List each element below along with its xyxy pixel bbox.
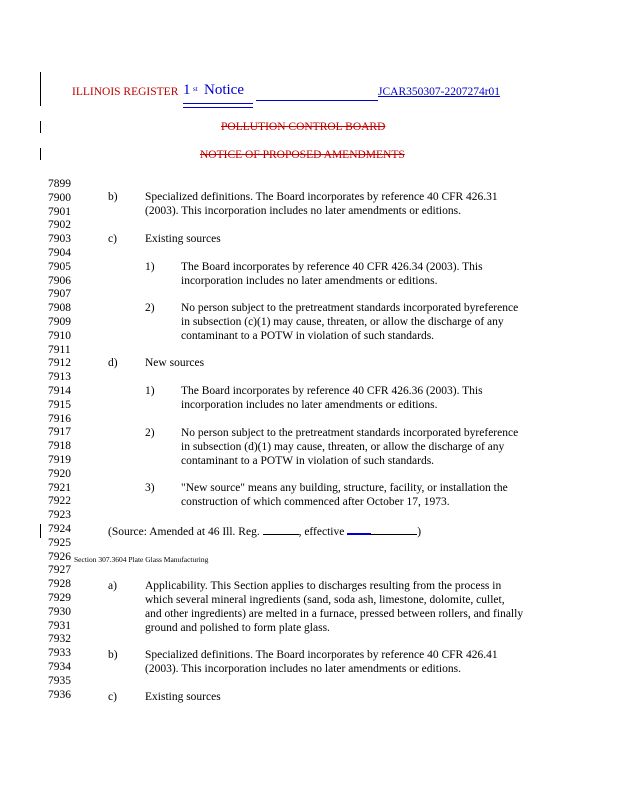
register-blank: [263, 525, 299, 535]
line-number: 7933: [48, 647, 71, 660]
line-number: 7923: [48, 509, 71, 522]
source-effective: , effective: [298, 526, 348, 538]
header-rule: [256, 100, 378, 101]
line-number: 7900: [48, 191, 71, 204]
subsection-label: 2): [145, 302, 155, 314]
change-bar: [40, 524, 41, 538]
body-text: incorporation includes no later amendments or editions.: [181, 399, 438, 411]
body-text: No person subject to the pretreatment standards incorporated byreference: [181, 427, 519, 439]
body-text: New sources: [145, 357, 205, 369]
body-text: in subsection (d)(1) may cause, threaten, or allow the discharge of any: [181, 441, 505, 453]
header-rule: [183, 107, 253, 108]
document-code: JCAR350307-2207274r01: [378, 86, 501, 98]
board-title: POLLUTION CONTROL BOARD: [221, 121, 386, 133]
body-text: in subsection (c)(1) may cause, threaten, or allow the discharge of any: [181, 316, 504, 328]
issue-number: 1: [183, 82, 191, 98]
subsection-label: 2): [145, 427, 155, 439]
line-number: 7913: [48, 371, 71, 384]
body-text: (2003). This incorporation includes no later amendments or editions.: [145, 205, 461, 217]
subsection-label: 3): [145, 482, 155, 494]
subsection-label: c): [108, 233, 117, 245]
subsection-label: 1): [145, 261, 155, 273]
line-number: 7909: [48, 316, 71, 328]
source-prefix: (Source: Amended at 46 Ill. Reg.: [108, 526, 263, 538]
body-text: No person subject to the pretreatment standards incorporated byreference: [181, 302, 519, 314]
line-number: 7907: [48, 288, 71, 301]
body-text: and other ingredients) are melted in a furnace, pressed between rollers, and finally: [145, 608, 524, 620]
line-number: 7929: [48, 592, 71, 604]
subsection-label: b): [108, 191, 118, 203]
body-text: (2003). This incorporation includes no later amendments or editions.: [145, 663, 461, 675]
body-text: The Board incorporates by reference 40 CFR 426.36 (2003). This: [181, 385, 483, 397]
subsection-label: a): [108, 580, 117, 592]
issue-superscript: st: [193, 85, 198, 93]
body-text: Specialized definitions. The Board incorporates by reference 40 CFR 426.41: [145, 649, 498, 661]
line-number: 7919: [48, 454, 71, 466]
line-number: 7934: [48, 661, 71, 673]
line-number: 7912: [48, 357, 71, 370]
body-text: ground and polished to form plate glass.: [145, 622, 330, 634]
body-text: Existing sources: [145, 691, 221, 703]
line-number: 7904: [48, 247, 71, 259]
line-number: 7915: [48, 398, 71, 411]
line-number: 7910: [48, 329, 71, 342]
line-number: 7901: [48, 205, 71, 218]
body-text: The Board incorporates by reference 40 CFR 426.34 (2003). This: [181, 261, 483, 273]
line-number: 7911: [48, 343, 71, 356]
change-bar: [40, 72, 41, 106]
line-number: 7935: [48, 674, 71, 687]
line-number: 7903: [48, 233, 71, 246]
line-number: 7920: [48, 467, 71, 480]
body-text: Existing sources: [145, 233, 221, 245]
date-blank-marked: [347, 524, 371, 535]
subsection-label: 1): [145, 385, 155, 397]
line-number: 7921: [48, 481, 71, 494]
body-text: incorporation includes no later amendments or editions.: [181, 275, 438, 287]
change-bar: [40, 148, 41, 160]
header-rule: [183, 103, 253, 104]
body-text: which several mineral ingredients (sand, soda ash, limestone, dolomite, cullet,: [145, 594, 505, 606]
line-number: 7930: [48, 605, 71, 618]
source-suffix: ): [417, 526, 422, 538]
line-number: 7931: [48, 619, 71, 632]
line-number: 7918: [48, 440, 71, 453]
line-number: 7902: [48, 219, 71, 232]
line-number: 7926: [48, 550, 71, 563]
body-text: contaminant to a POTW in violation of such standards.: [181, 455, 435, 467]
line-number: 7917: [48, 426, 71, 439]
subsection-label: b): [108, 649, 118, 661]
line-number: 7922: [48, 495, 71, 508]
section-heading: Section 307.3604 Plate Glass Manufacturing: [74, 555, 209, 564]
line-number: 7936: [48, 688, 71, 701]
line-number: 7927: [48, 564, 71, 577]
body-text: Applicability. This Section applies to discharges resulting from the process in: [145, 580, 502, 592]
line-number: 7906: [48, 274, 71, 287]
change-bar: [40, 121, 41, 133]
subsection-label: c): [108, 691, 117, 703]
line-number: 7924: [48, 523, 71, 535]
source-note: [108, 524, 421, 538]
line-number: 7905: [48, 260, 71, 273]
line-number: 7916: [48, 412, 71, 425]
line-number: 7914: [48, 385, 71, 397]
register-title: ILLINOIS REGISTER: [72, 86, 179, 98]
notice-title: NOTICE OF PROPOSED AMENDMENTS: [200, 149, 405, 161]
subsection-label: d): [108, 357, 118, 369]
line-number: 7932: [48, 633, 71, 646]
line-number: 7908: [48, 302, 71, 315]
notice-label: Notice: [204, 82, 244, 98]
body-text: Specialized definitions. The Board incorporates by reference 40 CFR 426.31: [145, 191, 498, 203]
body-text: "New source" means any building, structure, facility, or installation the: [181, 482, 508, 494]
line-number: 7925: [48, 536, 71, 549]
body-text: construction of which commenced after October 17, 1973.: [181, 496, 450, 508]
date-blank: [371, 525, 417, 535]
line-number: 7899: [48, 178, 71, 190]
body-text: contaminant to a POTW in violation of such standards.: [181, 330, 435, 342]
line-number: 7928: [48, 578, 71, 591]
